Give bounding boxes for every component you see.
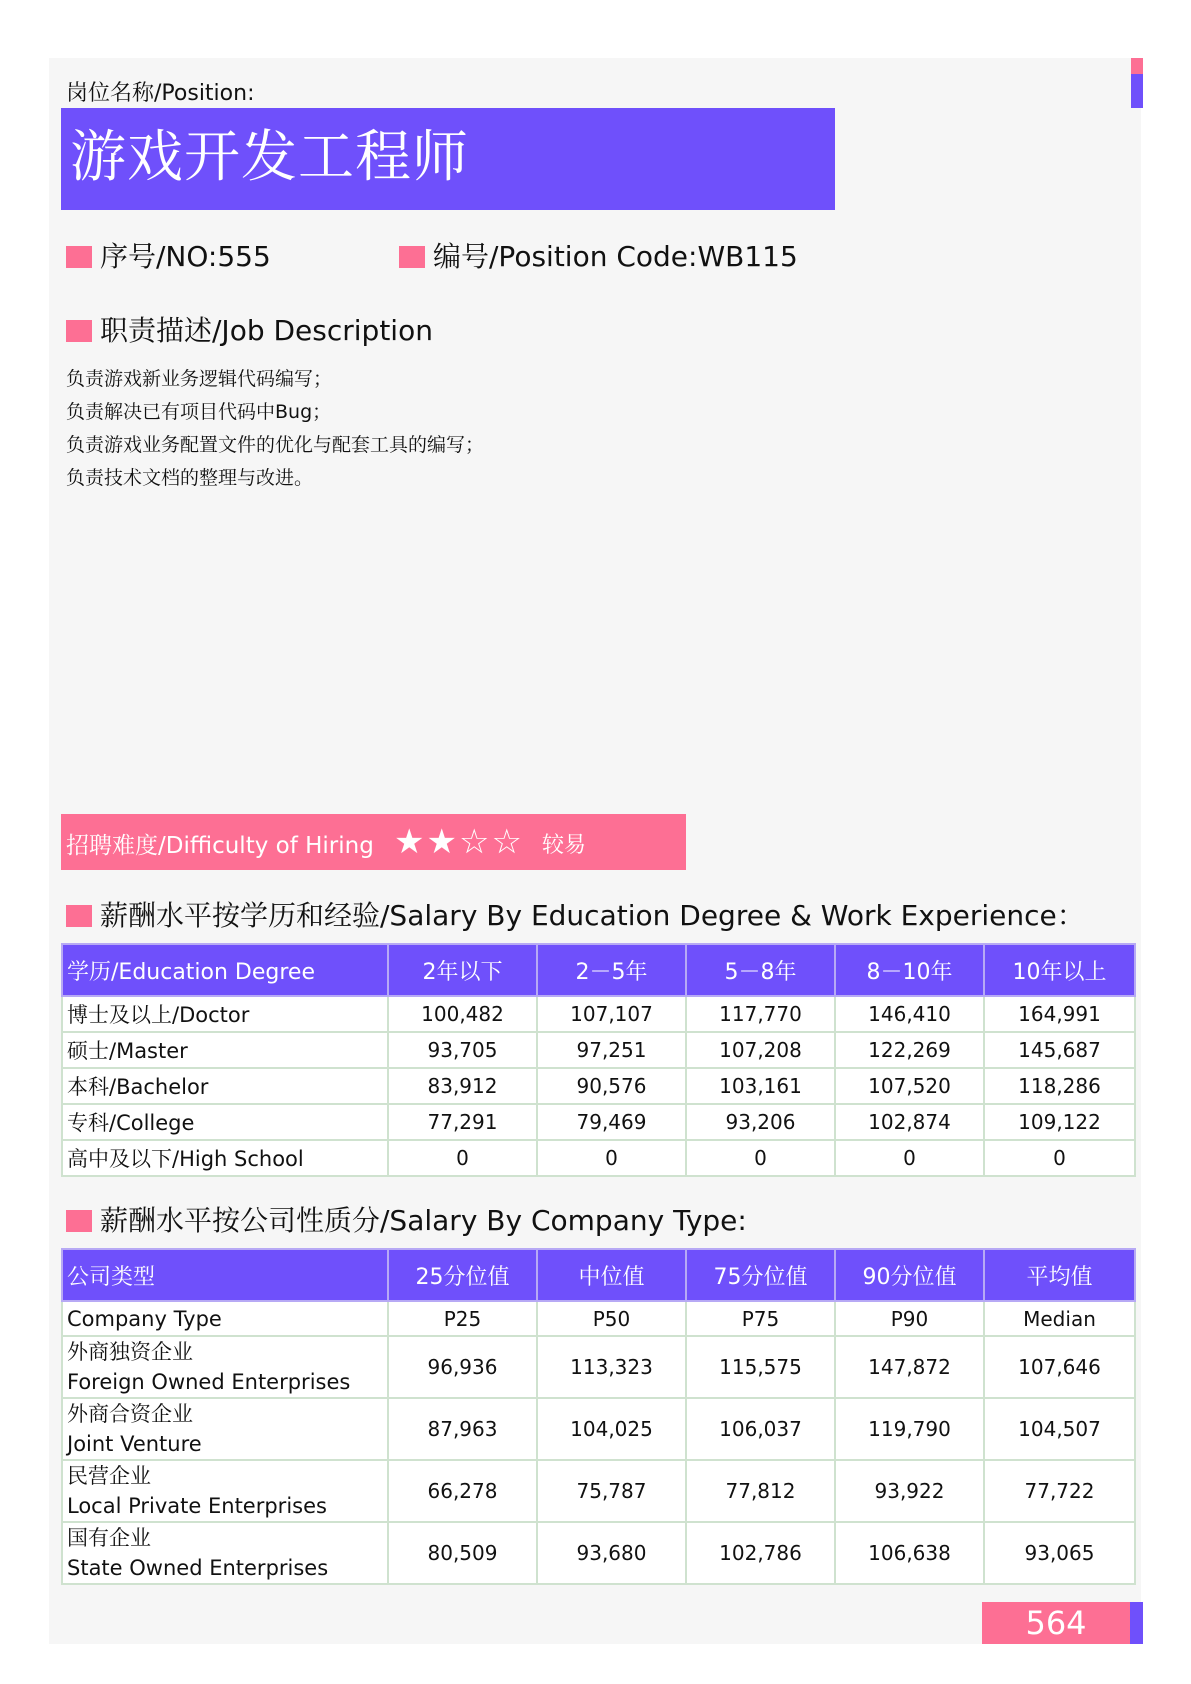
table-subheader-row (62, 1301, 1135, 1336)
row-label-cn: 国有企业 (67, 1526, 151, 1550)
table-cell: 77,812 (686, 1460, 835, 1522)
column-header: 平均值 (984, 1249, 1135, 1301)
column-header: 2年以下 (388, 944, 537, 996)
row-label: 本科/Bachelor (62, 1068, 388, 1104)
table-cell: 104,507 (984, 1398, 1135, 1460)
position-number: 序号/NO:555 (100, 240, 271, 273)
edu-salary-heading (66, 895, 1085, 936)
table-cell: 104,025 (537, 1398, 686, 1460)
row-label (62, 1336, 388, 1398)
table-cell: 146,410 (835, 996, 984, 1032)
table-cell: 117,770 (686, 996, 835, 1032)
row-label (62, 1522, 388, 1584)
table-cell: 145,687 (984, 1032, 1135, 1068)
table-cell: 83,912 (388, 1068, 537, 1104)
row-label-en: State Owned Enterprises (67, 1556, 329, 1580)
table-header-row (62, 1249, 1135, 1301)
table-cell: 103,161 (686, 1068, 835, 1104)
row-label (62, 1398, 388, 1460)
corner-accent-pink (1131, 58, 1143, 74)
table-cell: 79,469 (537, 1104, 686, 1140)
table-cell: 113,323 (537, 1336, 686, 1398)
table-cell: 109,122 (984, 1104, 1135, 1140)
table-cell: P25 (388, 1301, 537, 1336)
description-line: 负责解决已有项目代码中Bug； (66, 401, 332, 423)
column-header: 学历/Education Degree (62, 944, 388, 996)
column-header: 75分位值 (686, 1249, 835, 1301)
job-description-title: 职责描述/Job Description (100, 314, 433, 347)
table-cell: 93,206 (686, 1104, 835, 1140)
table-row (62, 1336, 1135, 1398)
position-label: 岗位名称/Position: (66, 81, 255, 106)
table-cell: 102,786 (686, 1522, 835, 1584)
table-cell: 147,872 (835, 1336, 984, 1398)
difficulty-label: 招聘难度/Difficulty of Hiring (66, 833, 374, 859)
page-title: 游戏开发工程师 (70, 125, 469, 190)
table-cell: 90,576 (537, 1068, 686, 1104)
column-header: 90分位值 (835, 1249, 984, 1301)
row-label: Company Type (62, 1301, 388, 1336)
row-label: 硕士/Master (62, 1032, 388, 1068)
description-line: 负责技术文档的整理与改进。 (66, 467, 314, 489)
table-cell: P75 (686, 1301, 835, 1336)
table-row (62, 1140, 1135, 1176)
table-cell: 96,936 (388, 1336, 537, 1398)
table-cell: 80,509 (388, 1522, 537, 1584)
column-header: 中位值 (537, 1249, 686, 1301)
table-cell: Median (984, 1301, 1135, 1336)
corner-accent-purple (1131, 74, 1143, 108)
column-header: 25分位值 (388, 1249, 537, 1301)
table-cell: 0 (835, 1140, 984, 1176)
table-cell: 0 (388, 1140, 537, 1176)
table-row (62, 1460, 1135, 1522)
table-row (62, 1522, 1135, 1584)
table-row (62, 1068, 1135, 1104)
table-cell: 97,251 (537, 1032, 686, 1068)
square-bullet-icon (66, 1210, 92, 1232)
square-bullet-icon (66, 320, 92, 342)
page-number: 564 (982, 1602, 1130, 1644)
table-cell: 0 (686, 1140, 835, 1176)
square-bullet-icon (399, 246, 425, 268)
page-number-accent (1130, 1602, 1143, 1644)
table-row (62, 1398, 1135, 1460)
table-cell: 87,963 (388, 1398, 537, 1460)
table-cell: 77,291 (388, 1104, 537, 1140)
code-line (399, 236, 798, 277)
position-code: 编号/Position Code:WB115 (433, 240, 798, 273)
company-salary-table (61, 1248, 1136, 1585)
table-cell: P90 (835, 1301, 984, 1336)
table-cell: 0 (537, 1140, 686, 1176)
column-header: 2－5年 (537, 944, 686, 996)
table-cell: 107,520 (835, 1068, 984, 1104)
column-header: 10年以上 (984, 944, 1135, 996)
row-label-cn: 外商独资企业 (67, 1340, 193, 1364)
difficulty-level: 较易 (542, 833, 587, 858)
company-salary-title: 薪酬水平按公司性质分/Salary By Company Type: (100, 1204, 747, 1237)
table-cell: 66,278 (388, 1460, 537, 1522)
table-header-row (62, 944, 1135, 996)
table-cell: 93,922 (835, 1460, 984, 1522)
star-rating-icon: ★★☆☆ (394, 822, 524, 862)
row-label: 博士及以上/Doctor (62, 996, 388, 1032)
table-cell: 75,787 (537, 1460, 686, 1522)
table-cell: 93,705 (388, 1032, 537, 1068)
table-cell: 119,790 (835, 1398, 984, 1460)
table-cell: 0 (984, 1140, 1135, 1176)
job-description (66, 363, 484, 495)
table-cell: 77,722 (984, 1460, 1135, 1522)
education-salary-table (61, 943, 1136, 1177)
no-line (66, 236, 271, 277)
table-cell: 122,269 (835, 1032, 984, 1068)
table-cell: 106,037 (686, 1398, 835, 1460)
row-label-en: Joint Venture (67, 1432, 202, 1456)
table-cell: 107,646 (984, 1336, 1135, 1398)
row-label-en: Local Private Enterprises (67, 1494, 327, 1518)
row-label: 专科/College (62, 1104, 388, 1140)
column-header: 8－10年 (835, 944, 984, 996)
table-cell: P50 (537, 1301, 686, 1336)
row-label-en: Foreign Owned Enterprises (67, 1370, 351, 1394)
edu-salary-title: 薪酬水平按学历和经验/Salary By Education Degree & Work Experience： (100, 899, 1085, 932)
column-header: 公司类型 (62, 1249, 388, 1301)
table-cell: 100,482 (388, 996, 537, 1032)
row-label (62, 1460, 388, 1522)
table-cell: 93,065 (984, 1522, 1135, 1584)
row-label: 高中及以下/High School (62, 1140, 388, 1176)
column-header: 5－8年 (686, 944, 835, 996)
difficulty-banner (61, 814, 686, 870)
square-bullet-icon (66, 246, 92, 268)
table-cell: 107,107 (537, 996, 686, 1032)
table-row (62, 1104, 1135, 1140)
table-cell: 115,575 (686, 1336, 835, 1398)
table-cell: 164,991 (984, 996, 1135, 1032)
job-description-heading (66, 310, 433, 351)
square-bullet-icon (66, 905, 92, 927)
description-line: 负责游戏业务配置文件的优化与配套工具的编写； (66, 434, 485, 456)
table-cell: 93,680 (537, 1522, 686, 1584)
table-cell: 102,874 (835, 1104, 984, 1140)
row-label-cn: 民营企业 (67, 1464, 151, 1488)
company-salary-heading (66, 1200, 747, 1241)
table-row (62, 1032, 1135, 1068)
table-cell: 107,208 (686, 1032, 835, 1068)
table-cell: 106,638 (835, 1522, 984, 1584)
table-cell: 118,286 (984, 1068, 1135, 1104)
table-row (62, 996, 1135, 1032)
description-line: 负责游戏新业务逻辑代码编写； (66, 368, 333, 390)
row-label-cn: 外商合资企业 (67, 1402, 193, 1426)
